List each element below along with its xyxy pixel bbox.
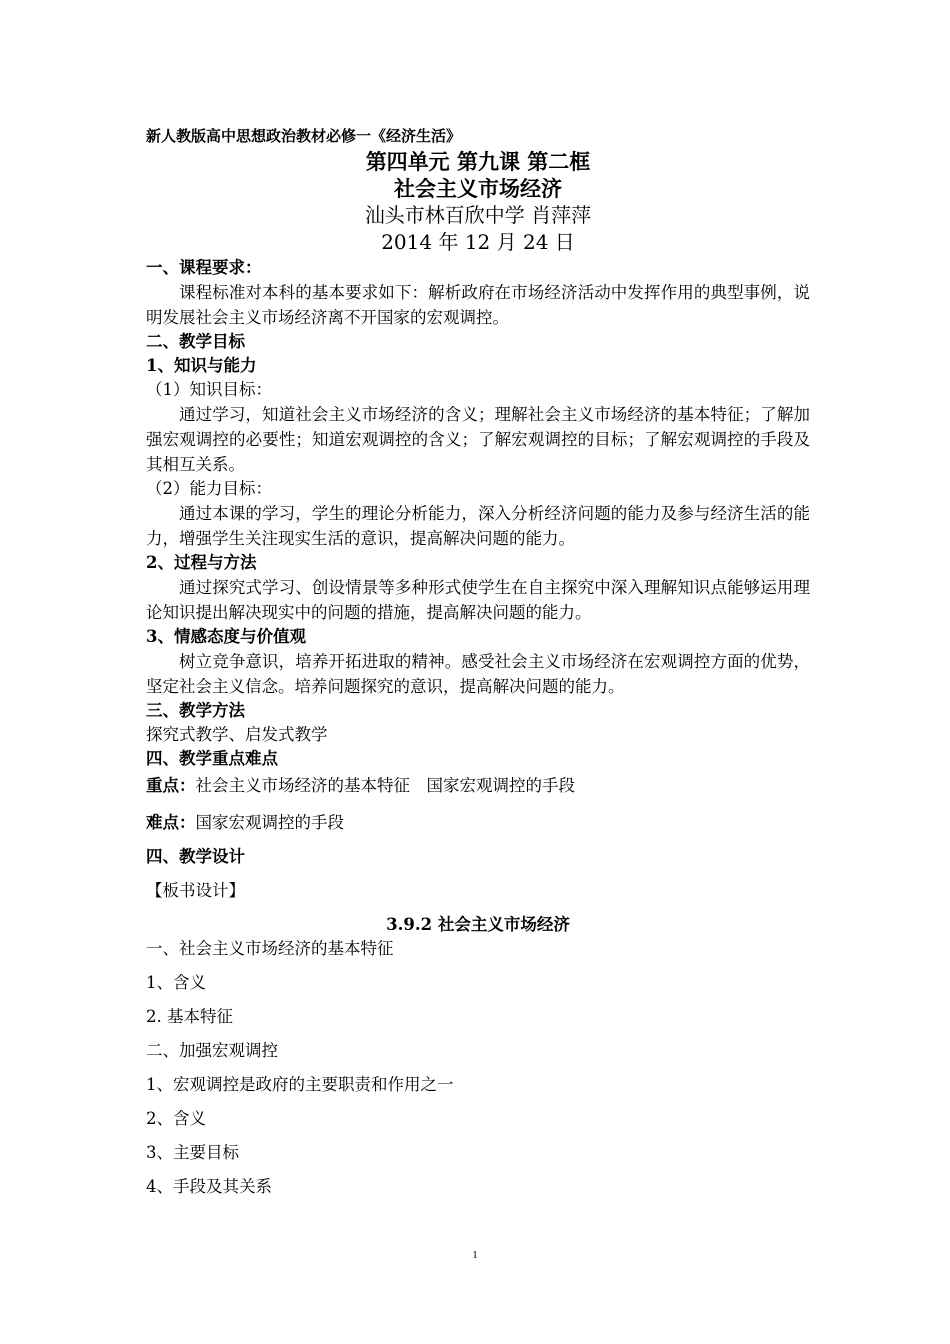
section-heading-teaching-method: 三、教学方法: [146, 701, 245, 720]
subheading-attitude-values: 3、情感态度与价值观: [146, 627, 306, 646]
difficulty-line: [146, 811, 810, 835]
board-item: 4、手段及其关系: [146, 1177, 272, 1196]
page-number: 1: [472, 1249, 478, 1261]
document-page: [146, 124, 810, 1199]
source-line: 新人教版高中思想政治教材必修一《经济生活》: [146, 127, 462, 145]
title-topic: 社会主义市场经济: [394, 176, 562, 201]
board-item: 1、含义: [146, 973, 206, 992]
key-point-label: 重点：: [146, 776, 196, 795]
board-item: 1、宏观调控是政府的主要职责和作用之一: [146, 1075, 454, 1094]
board-title: 3.9.2 社会主义市场经济: [386, 915, 570, 934]
author-line: 汕头市林百欣中学 肖萍萍: [364, 203, 592, 227]
section-heading-teaching-goals: 二、教学目标: [146, 332, 245, 351]
teaching-method-text: 探究式教学、启发式教学: [146, 725, 328, 744]
key-point-line: [146, 771, 810, 801]
label-knowledge-goal: （1）知识目标：: [146, 380, 272, 399]
knowledge-goal-text: 通过学习，知道社会主义市场经济的含义；理解社会主义市场经济的基本特征；了解加强宏观调控的必要性；知道宏观调控的含义；了解宏观调控的目标；了解宏观调控的手段及其相互关系。: [146, 405, 810, 474]
course-requirement-text: 课程标准对本科的基本要求如下：解析政府在市场经济活动中发挥作用的典型事例，说明发展社会主义市场经济离不开国家的宏观调控。: [146, 283, 810, 327]
date-line: 2014 年 12 月 24 日: [381, 230, 575, 254]
difficulty-label: 难点：: [146, 813, 196, 832]
board-item: 二、加强宏观调控: [146, 1041, 278, 1060]
board-item: 一、社会主义市场经济的基本特征: [146, 939, 394, 958]
title-unit-lesson: 第四单元 第九课 第二框: [365, 149, 591, 174]
difficulty-text: 国家宏观调控的手段: [195, 813, 344, 832]
key-point-text: 社会主义市场经济的基本特征 国家宏观调控的手段: [195, 776, 575, 795]
section-heading-course-requirement: 一、课程要求：: [146, 258, 262, 277]
section-heading-key-points: 四、教学重点难点: [146, 749, 278, 768]
board-design-label: 【板书设计】: [146, 881, 245, 900]
label-ability-goal: （2）能力目标：: [146, 479, 272, 498]
attitude-values-text: 树立竞争意识，培养开拓进取的精神。感受社会主义市场经济在宏观调控方面的优势，坚定社会主义信念。培养问题探究的意识，提高解决问题的能力。: [146, 652, 810, 696]
process-method-text: 通过探究式学习、创设情景等多种形式使学生在自主探究中深入理解知识点能够运用理论知识提出解决现实中的问题的措施，提高解决问题的能力。: [146, 578, 810, 622]
board-item: 3、主要目标: [146, 1143, 239, 1162]
board-item: 2. 基本特征: [146, 1007, 233, 1026]
subheading-process-method: 2、过程与方法: [146, 553, 257, 572]
board-item: 2、含义: [146, 1109, 206, 1128]
subheading-knowledge-ability: 1、知识与能力: [146, 356, 257, 375]
section-heading-teaching-design: 四、教学设计: [146, 847, 245, 866]
ability-goal-text: 通过本课的学习，学生的理论分析能力，深入分析经济问题的能力及参与经济生活的能力，增强学生关注现实生活的意识，提高解决问题的能力。: [146, 504, 810, 548]
